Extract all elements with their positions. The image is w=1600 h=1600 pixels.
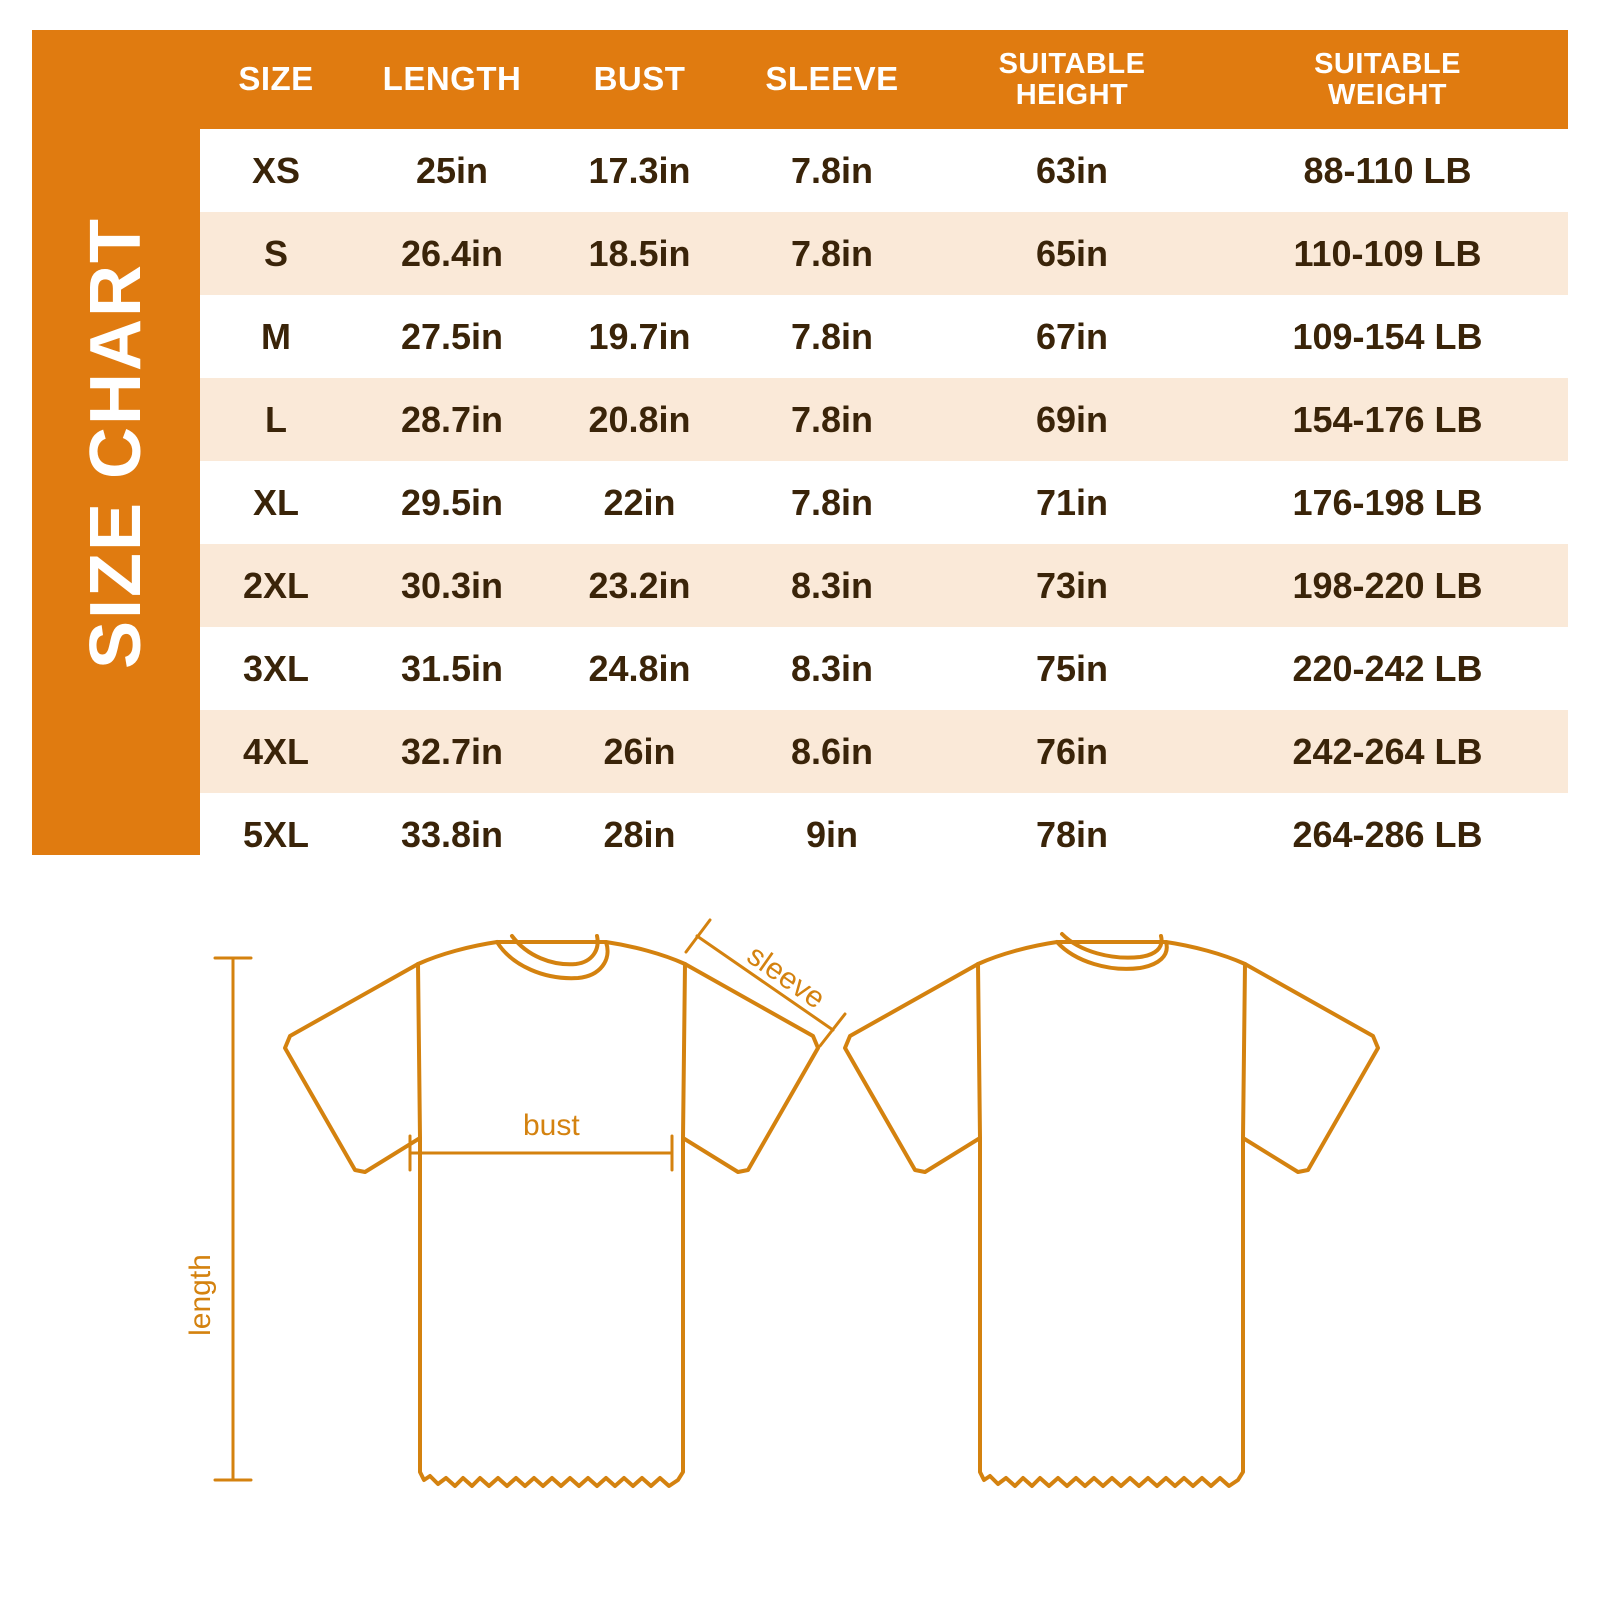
cell-size: S xyxy=(200,212,352,295)
cell-sleeve: 7.8in xyxy=(727,378,937,461)
cell-length: 30.3in xyxy=(352,544,552,627)
cell-bust: 19.7in xyxy=(552,295,727,378)
column-header-suitable-height-line1: SUITABLE xyxy=(998,48,1146,81)
cell-length: 28.7in xyxy=(352,378,552,461)
length-dimension xyxy=(215,958,251,1480)
cell-bust: 26in xyxy=(552,710,727,793)
size-chart-title-text: SIZE CHART xyxy=(76,216,156,669)
column-header-sleeve: SLEEVE xyxy=(727,30,937,129)
cell-sleeve: 9in xyxy=(727,793,937,876)
table-row xyxy=(200,295,1568,378)
cell-suitable-height: 75in xyxy=(937,627,1207,710)
table-row xyxy=(200,793,1568,876)
cell-suitable-weight: 109-154 LB xyxy=(1207,295,1568,378)
table-header-row xyxy=(200,30,1568,129)
cell-sleeve: 7.8in xyxy=(727,212,937,295)
cell-size: 5XL xyxy=(200,793,352,876)
column-header-suitable-weight xyxy=(1207,30,1568,129)
cell-length: 25in xyxy=(352,129,552,212)
column-header-suitable-weight-line1: SUITABLE xyxy=(1314,48,1461,81)
cell-suitable-height: 63in xyxy=(937,129,1207,212)
cell-suitable-height: 73in xyxy=(937,544,1207,627)
cell-suitable-height: 65in xyxy=(937,212,1207,295)
cell-bust: 24.8in xyxy=(552,627,727,710)
cell-bust: 18.5in xyxy=(552,212,727,295)
cell-suitable-weight: 154-176 LB xyxy=(1207,378,1568,461)
table-row xyxy=(200,544,1568,627)
cell-suitable-weight: 264-286 LB xyxy=(1207,793,1568,876)
size-table-head xyxy=(200,30,1568,129)
cell-size: M xyxy=(200,295,352,378)
cell-size: L xyxy=(200,378,352,461)
cell-sleeve: 8.3in xyxy=(727,544,937,627)
size-chart-title xyxy=(32,30,200,855)
cell-size: 3XL xyxy=(200,627,352,710)
tshirt-measurement-diagram xyxy=(0,880,1600,1580)
cell-size: 2XL xyxy=(200,544,352,627)
size-chart-title-column xyxy=(32,30,200,855)
table-row xyxy=(200,461,1568,544)
cell-bust: 17.3in xyxy=(552,129,727,212)
column-header-suitable-height-line2: HEIGHT xyxy=(1015,78,1129,111)
cell-bust: 22in xyxy=(552,461,727,544)
size-chart-table-container xyxy=(200,30,1568,855)
tshirt-front-illustration xyxy=(285,936,818,1486)
cell-length: 26.4in xyxy=(352,212,552,295)
cell-sleeve: 7.8in xyxy=(727,295,937,378)
cell-bust: 20.8in xyxy=(552,378,727,461)
cell-suitable-height: 67in xyxy=(937,295,1207,378)
column-header-bust: BUST xyxy=(552,30,727,129)
length-label: length xyxy=(184,1254,217,1336)
cell-size: XS xyxy=(200,129,352,212)
cell-suitable-height: 71in xyxy=(937,461,1207,544)
column-header-suitable-height xyxy=(937,30,1207,129)
tshirt-back-illustration xyxy=(845,934,1378,1486)
table-row xyxy=(200,627,1568,710)
cell-suitable-height: 69in xyxy=(937,378,1207,461)
table-row xyxy=(200,212,1568,295)
table-row xyxy=(200,710,1568,793)
bust-label: bust xyxy=(523,1109,580,1142)
cell-sleeve: 7.8in xyxy=(727,129,937,212)
cell-size: 4XL xyxy=(200,710,352,793)
cell-length: 32.7in xyxy=(352,710,552,793)
column-header-size: SIZE xyxy=(200,30,352,129)
column-header-suitable-weight-line2: WEIGHT xyxy=(1328,78,1447,111)
cell-size: XL xyxy=(200,461,352,544)
table-row xyxy=(200,378,1568,461)
cell-suitable-weight: 242-264 LB xyxy=(1207,710,1568,793)
cell-length: 33.8in xyxy=(352,793,552,876)
cell-bust: 23.2in xyxy=(552,544,727,627)
cell-suitable-weight: 110-109 LB xyxy=(1207,212,1568,295)
size-table-body xyxy=(200,129,1568,876)
cell-suitable-weight: 198-220 LB xyxy=(1207,544,1568,627)
cell-suitable-height: 78in xyxy=(937,793,1207,876)
column-header-length: LENGTH xyxy=(352,30,552,129)
cell-sleeve: 7.8in xyxy=(727,461,937,544)
cell-sleeve: 8.3in xyxy=(727,627,937,710)
size-table xyxy=(200,30,1568,876)
table-row xyxy=(200,129,1568,212)
cell-length: 31.5in xyxy=(352,627,552,710)
cell-sleeve: 8.6in xyxy=(727,710,937,793)
cell-length: 29.5in xyxy=(352,461,552,544)
cell-length: 27.5in xyxy=(352,295,552,378)
size-chart-block xyxy=(32,30,1568,855)
sleeve-label: sleeve xyxy=(740,938,831,1016)
cell-suitable-weight: 220-242 LB xyxy=(1207,627,1568,710)
cell-suitable-weight: 176-198 LB xyxy=(1207,461,1568,544)
cell-suitable-height: 76in xyxy=(937,710,1207,793)
cell-suitable-weight: 88-110 LB xyxy=(1207,129,1568,212)
cell-bust: 28in xyxy=(552,793,727,876)
